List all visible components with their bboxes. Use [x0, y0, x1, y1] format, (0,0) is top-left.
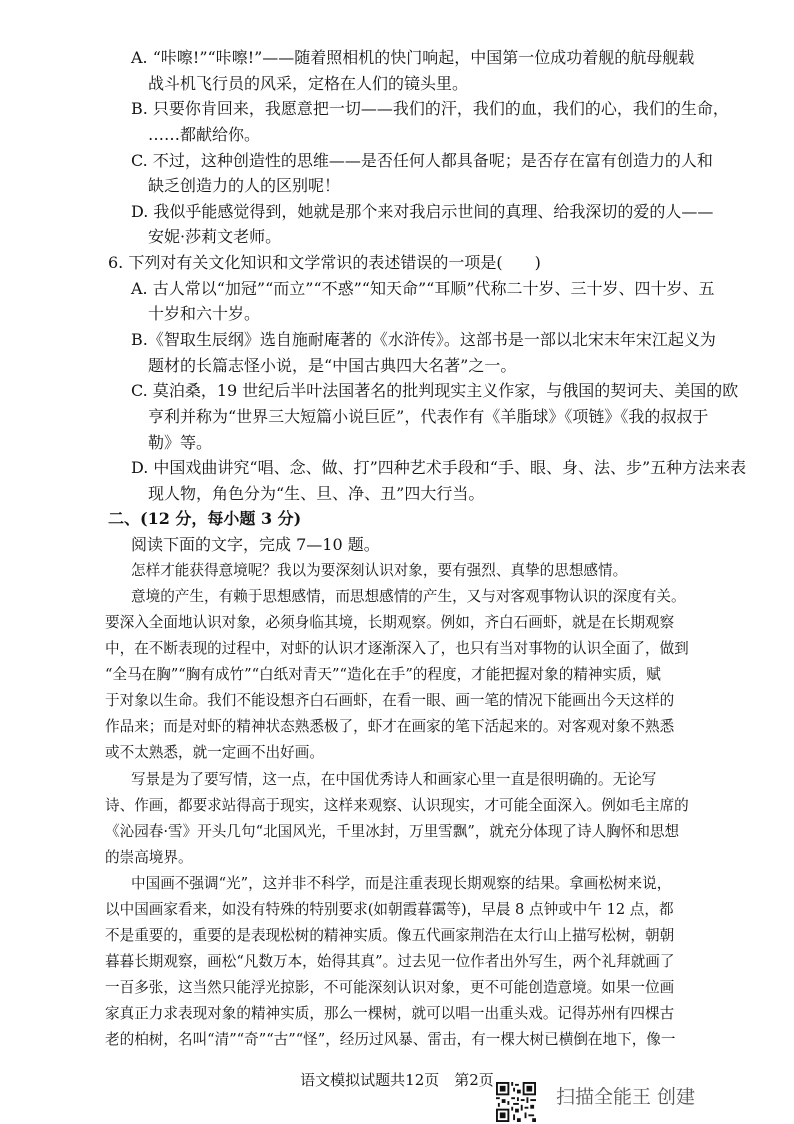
q5-option-a-cont: 战斗机飞行员的风采，定格在人们的镜头里。 [148, 74, 469, 93]
page-footer: 语文模拟试题共12页 第2页 [300, 1071, 494, 1089]
passage-paragraph-1: 怎样才能获得意境呢？我以为要深刻认识对象，要有强烈、真挚的思想感情。 [131, 562, 628, 579]
q6-option-a-cont: 十岁和六十岁。 [148, 304, 261, 323]
q6-option-d-cont: 现人物，角色分为“生、旦、净、丑”四大行当。 [148, 484, 485, 503]
q6-option-c-cont: 亨利并称为“世界三大短篇小说巨匠”，代表作有《羊脂球》《项链》《我的叔叔于 [148, 407, 709, 426]
passage-line: 一百多张，这当然只能浮光掠影，不可能深刻认识对象，更不可能创造意境。如果一位画 [105, 979, 675, 996]
q6-option-d: D. 中国戏曲讲究“唱、念、做、打”四种艺术手段和“手、眼、身、法、步”五种方法来表 [131, 458, 747, 477]
passage-line: 不是重要的，重要的是表现松树的精神实质。像五代画家荆浩在太行山上描写松树，朝朝 [105, 927, 675, 944]
passage-line: “全马在胸”“胸有成竹”“白纸对青天”“造化在手”的程度，才能把握对象的精神实质，赋 [105, 666, 661, 683]
qr-code-icon [496, 1082, 536, 1122]
q6-option-b: B.《智取生辰纲》选自施耐庵著的《水浒传》。这部书是一部以北宋末年宋江起义为 [131, 330, 716, 349]
passage-line: 中，在不断表现的过程中，对虾的认识才逐渐深入了，也只有当对事物的认识全面了，做到 [105, 640, 689, 657]
passage-line: 老的柏树，名叫“清”“奇”“古”“怪”，经历过风暴、雷击，有一棵大树已横倒在地下，像一 [105, 1031, 676, 1048]
q5-option-a: A. “咔嚓!”“咔嚓!”——随着照相机的快门响起，中国第一位成功着舰的航母舰载 [131, 48, 695, 67]
q6-option-b-cont: 题材的长篇志怪小说，是“中国古典四大名著”之一。 [148, 356, 517, 375]
q5-option-d-cont: 安妮·莎莉文老师。 [148, 227, 282, 246]
passage-paragraph-4: 中国画不强调“光”，这并非不科学，而是注重表现长期观察的结果。拿画松树来说， [131, 875, 672, 892]
passage-line: 或不太熟悉，就一定画不出好画。 [105, 744, 324, 761]
scanner-watermark: 扫描全能王 创建 [556, 1086, 696, 1108]
q5-option-d: D. 我似乎能感觉得到，她就是那个来对我启示世间的真理、给我深切的爱的人—— [131, 202, 714, 221]
q6-option-a: A. 古人常以“加冠”“而立”“不惑”“知天命”“耳顺”代称二十岁、三十岁、四十岁、五 [131, 279, 715, 298]
passage-paragraph-3: 写景是为了要写情，这一点，在中国优秀诗人和画家心里一直是很明确的。无论写 [131, 771, 657, 788]
passage-line: 诗、作画，都要求站得高于现实，这样来观察、认识现实，才可能全面深入。例如毛主席的 [105, 797, 689, 814]
q6-stem: 6. 下列对有关文化知识和文学常识的表述错误的一项是( ) [108, 253, 541, 272]
q5-option-b: B. 只要你肯回来，我愿意把一切——我们的汗，我们的血，我们的心，我们的生命， [131, 99, 729, 118]
passage-line: 以中国画家看来，如没有特殊的特别要求(如朝霞暮霭等)，早晨 8 点钟或中午 12 点，都 [105, 901, 674, 918]
passage-line: 暮暮长期观察，画松“凡数万本，始得其真”。过去见一位作者出外写生，两个礼拜就画了 [105, 953, 675, 970]
section-heading: 二、(12 分，每小题 3 分) [108, 509, 302, 528]
passage-line: 《沁园春·雪》开头几句“北国风光，千里冰封，万里雪飘”，就充分体现了诗人胸怀和思想 [105, 823, 680, 840]
passage-line: 作品来；而是对虾的精神状态熟悉极了，虾才在画家的笔下活起来的。对客观对象不熟悉 [105, 718, 675, 735]
passage-paragraph-2: 意境的产生，有赖于思想感情，而思想感情的产生，又与对客观事物认识的深度有关。 [131, 588, 686, 605]
q6-option-c-cont2: 勒》等。 [148, 433, 213, 452]
q5-option-b-cont: ……都献给你。 [148, 125, 261, 144]
passage-line: 要深入全面地认识对象，必须身临其境，长期观察。例如，齐白石画虾，就是在长期观察 [105, 614, 675, 631]
q5-option-c: C. 不过，这种创造性的思维——是否任何人都具备呢；是否存在富有创造力的人和 [131, 151, 713, 170]
passage-line: 的崇高境界。 [105, 849, 193, 866]
passage-line: 家真正力求表现对象的精神实质，那么一棵树，就可以唱一出重头戏。记得苏州有四棵古 [105, 1005, 675, 1022]
passage-line: 于对象以生命。我们不能设想齐白石画虾，在看一眼、画一笔的情况下能画出今天这样的 [105, 692, 675, 709]
section-instruction: 阅读下面的文字，完成 7—10 题。 [131, 535, 380, 554]
q6-option-c: C. 莫泊桑，19 世纪后半叶法国著名的批判现实主义作家，与俄国的契诃夫、美国的欧 [131, 381, 739, 400]
q5-option-c-cont: 缺乏创造力的人的区别呢！ [148, 176, 341, 195]
